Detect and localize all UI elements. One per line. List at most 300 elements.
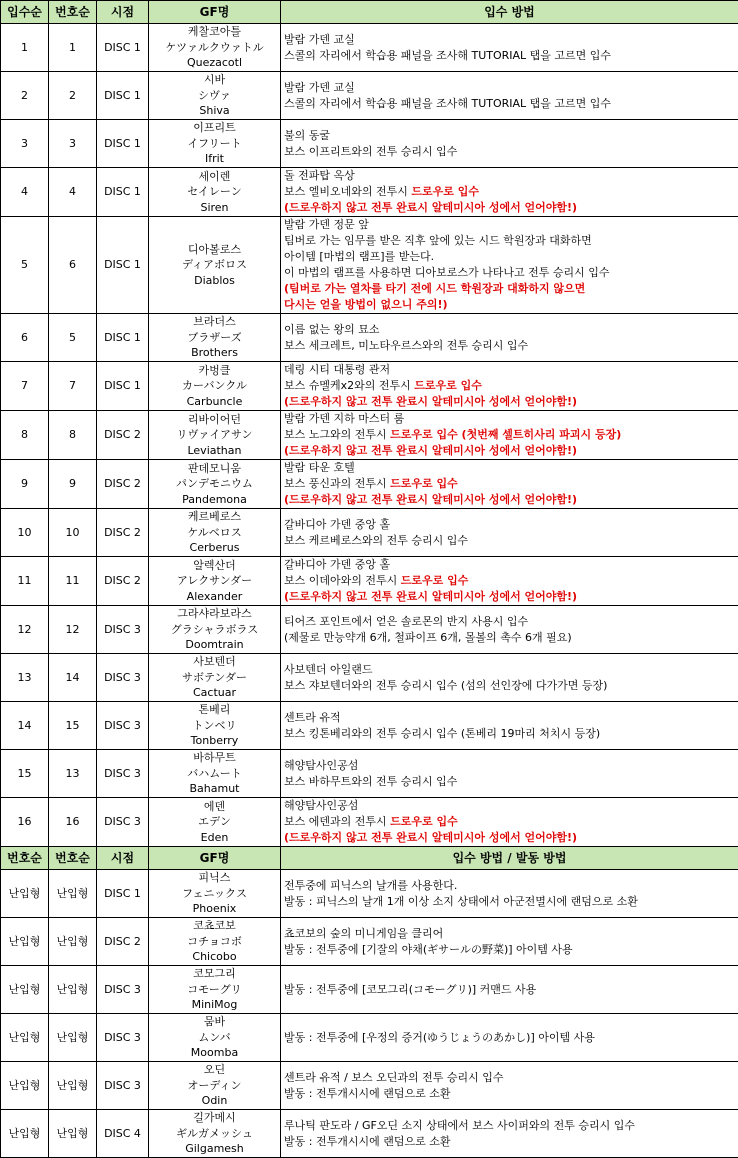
method-highlight: (드로우하지 않고 전투 완료시 알테미시아 성에서 얻어야함!) — [284, 493, 577, 506]
method-cell — [281, 870, 738, 918]
table-row — [1, 1110, 738, 1158]
method-line — [284, 982, 735, 998]
gf-name-japanese: ディアボロス — [152, 257, 277, 273]
gf-name-cell — [149, 1014, 281, 1062]
method-line — [284, 443, 735, 459]
table-row — [1, 798, 738, 847]
header-method: 입수 방법 — [281, 1, 738, 24]
table-row — [1, 362, 738, 411]
gf-name-cell — [149, 509, 281, 557]
method-line — [284, 217, 735, 233]
acquire-order-cell: 13 — [1, 654, 49, 702]
gf-name-cell — [149, 1110, 281, 1158]
gf-name-korean: 리바이어던 — [152, 412, 277, 428]
method-cell — [281, 509, 738, 557]
gf-name-english: Cerberus — [152, 540, 277, 556]
acquire-order-cell: 2 — [1, 72, 49, 120]
gf-name-korean: 케르베로스 — [152, 509, 277, 525]
disc-cell: DISC 3 — [97, 606, 149, 654]
method-line — [284, 774, 735, 790]
gf-name-english: Carbuncle — [152, 394, 277, 410]
table-row — [1, 168, 738, 217]
disc-cell: DISC 1 — [97, 24, 149, 72]
method-text: 팀버로 가는 임무를 받은 직후 앞에 있는 시드 학원장과 대화하면 — [284, 234, 592, 247]
gf-name-japanese: セイレーン — [152, 184, 277, 200]
gf-name-japanese: ケツァルクウァトル — [152, 40, 277, 56]
table-row — [1, 509, 738, 557]
gf-name-english: Gilgamesh — [152, 1141, 277, 1157]
method-text: 발동 : 전투개시시에 랜덤으로 소환 — [284, 1087, 450, 1100]
number-order-cell: 6 — [49, 217, 97, 314]
disc-cell: DISC 3 — [97, 750, 149, 798]
gf-name-cell — [149, 120, 281, 168]
method-line — [284, 878, 735, 894]
disc-cell: DISC 3 — [97, 1014, 149, 1062]
disc-cell: DISC 1 — [97, 217, 149, 314]
method-line — [284, 265, 735, 281]
disc-cell: DISC 3 — [97, 654, 149, 702]
method-text: 보스 이데아와의 전투시 — [284, 574, 401, 587]
method-text: 사보텐더 아일랜드 — [284, 663, 373, 676]
gf-name-japanese: ケルベロス — [152, 525, 277, 541]
gf-name-english: Alexander — [152, 589, 277, 605]
method-text: 이 마법의 램프를 사용하면 디아보로스가 나타나고 전투 승리시 입수 — [284, 266, 610, 279]
gf-name-japanese: イフリート — [152, 136, 277, 152]
method-line — [284, 517, 735, 533]
gf-name-english: Cactuar — [152, 685, 277, 701]
method-text: 보스 쟈보텐더와의 전투 승리시 입수 (섬의 선인장에 다가가면 등장) — [284, 679, 607, 692]
disc-cell: DISC 1 — [97, 314, 149, 362]
gf-name-cell — [149, 966, 281, 1014]
method-line — [284, 1030, 735, 1046]
method-text: 티어즈 포인트에서 얻은 솔로몬의 반지 사용시 입수 — [284, 615, 528, 628]
method-line — [284, 362, 735, 378]
acquire-order-cell: 16 — [1, 798, 49, 847]
disc-cell: DISC 3 — [97, 798, 149, 847]
gf-name-japanese: トンベリ — [152, 718, 277, 734]
method-line — [284, 80, 735, 96]
header-gf-name: GF명 — [149, 1, 281, 24]
method-cell — [281, 24, 738, 72]
number-order-cell: 5 — [49, 314, 97, 362]
method-line — [284, 758, 735, 774]
gf-name-japanese: ムンバ — [152, 1030, 277, 1046]
gf-name-japanese: カーバンクル — [152, 378, 277, 394]
gf-name-english: Bahamut — [152, 781, 277, 797]
gf-name-cell — [149, 750, 281, 798]
method-line — [284, 830, 735, 846]
gf-name-english: Brothers — [152, 345, 277, 361]
table-row — [1, 654, 738, 702]
method-line — [284, 48, 735, 64]
gf-name-korean: 그라샤라보라스 — [152, 606, 277, 622]
method-text: 쵸코보의 숲의 미니게임을 클리어 — [284, 927, 443, 940]
method-cell — [281, 1014, 738, 1062]
gf-name-cell — [149, 870, 281, 918]
method-line — [284, 200, 735, 216]
gf-name-english: Tonberry — [152, 733, 277, 749]
header2-method: 입수 방법 / 발동 방법 — [281, 847, 738, 870]
gf-name-korean: 알렉산더 — [152, 558, 277, 574]
method-highlight: (드로우하지 않고 전투 완료시 알테미시아 성에서 얻어야함!) — [284, 831, 577, 844]
method-highlight: 드로우로 입수 — [390, 815, 458, 828]
gf-name-japanese: パンデモニウム — [152, 476, 277, 492]
method-highlight: (드로우하지 않고 전투 완료시 알테미시아 성에서 얻어야함!) — [284, 201, 577, 214]
gf-name-english: Ifrit — [152, 151, 277, 167]
gf-name-cell — [149, 411, 281, 460]
number-order-cell: 난입형 — [49, 1110, 97, 1158]
header-row — [1, 1, 738, 24]
method-cell — [281, 168, 738, 217]
disc-cell: DISC 2 — [97, 460, 149, 509]
method-text: 발동 : 전투중에 [코모그리(コモーグリ)] 커맨드 사용 — [284, 983, 536, 996]
gf-name-korean: 코모그리 — [152, 966, 277, 982]
gf-name-korean: 뭄바 — [152, 1014, 277, 1030]
method-line — [284, 1134, 735, 1150]
method-line — [284, 297, 735, 313]
acquire-order-cell: 12 — [1, 606, 49, 654]
disc-cell: DISC 1 — [97, 362, 149, 411]
method-line — [284, 798, 735, 814]
gf-name-english: Doomtrain — [152, 637, 277, 653]
number-order-cell: 14 — [49, 654, 97, 702]
number-order-cell: 난입형 — [49, 966, 97, 1014]
gf-name-korean: 카벙클 — [152, 363, 277, 379]
method-line — [284, 533, 735, 549]
table-row — [1, 918, 738, 966]
method-highlight: 다시는 얻을 방법이 없으니 주의!) — [284, 298, 448, 311]
method-line — [284, 662, 735, 678]
method-text: 발동 : 피닉스의 날개 1개 이상 소지 상태에서 아군전멸시에 랜덤으로 소환 — [284, 895, 638, 908]
method-line — [284, 411, 735, 427]
gf-name-korean: 에덴 — [152, 799, 277, 815]
method-highlight: (드로우하지 않고 전투 완료시 알테미시아 성에서 얻어야함!) — [284, 590, 577, 603]
table-row — [1, 24, 738, 72]
header2-number: 번호순 — [49, 847, 97, 870]
number-order-cell: 7 — [49, 362, 97, 411]
method-line — [284, 1118, 735, 1134]
gf-name-japanese: オーディン — [152, 1078, 277, 1094]
acquire-order-cell: 8 — [1, 411, 49, 460]
method-cell — [281, 411, 738, 460]
gf-name-korean: 브라더스 — [152, 314, 277, 330]
method-text: 보스 노그와의 전투시 — [284, 428, 390, 441]
gf-name-english: Shiva — [152, 103, 277, 119]
gf-name-korean: 시바 — [152, 72, 277, 88]
method-text: 해양탐사인공섬 — [284, 799, 358, 812]
disc-cell: DISC 3 — [97, 966, 149, 1014]
table-row — [1, 966, 738, 1014]
method-text: 돌 전파탑 옥상 — [284, 169, 355, 182]
gf-name-cell — [149, 702, 281, 750]
disc-cell: DISC 2 — [97, 411, 149, 460]
gf-name-japanese: リヴァイアサン — [152, 427, 277, 443]
gf-name-korean: 코쵸코보 — [152, 918, 277, 934]
method-line — [284, 96, 735, 112]
gf-name-japanese: ブラザーズ — [152, 330, 277, 346]
gf-name-korean: 바하무트 — [152, 750, 277, 766]
gf-name-japanese: ギルガメッシュ — [152, 1126, 277, 1142]
gf-name-japanese: フェニックス — [152, 886, 277, 902]
method-highlight: (드로우하지 않고 전투 완료시 알테미시아 성에서 얻어야함!) — [284, 444, 577, 457]
gf-name-japanese: アレクサンダー — [152, 573, 277, 589]
gf-name-japanese: エデン — [152, 814, 277, 830]
method-line — [284, 128, 735, 144]
method-text: 발동 : 전투중에 [기잘의 야채(ギサールの野菜)] 아이템 사용 — [284, 943, 573, 956]
table-row — [1, 411, 738, 460]
gf-name-japanese: グラシャラボラス — [152, 622, 277, 638]
method-cell — [281, 1110, 738, 1158]
gf-name-cell — [149, 1062, 281, 1110]
method-line — [284, 589, 735, 605]
gf-name-cell — [149, 798, 281, 847]
number-order-cell: 2 — [49, 72, 97, 120]
method-text: 발동 : 전투중에 [우정의 증거(ゆうじょうのあかし)] 아이템 사용 — [284, 1031, 595, 1044]
acquire-order-cell: 4 — [1, 168, 49, 217]
method-text: 발람 가덴 지하 마스터 룸 — [284, 412, 404, 425]
gf-name-korean: 세이렌 — [152, 169, 277, 185]
acquire-order-cell: 난입형 — [1, 1110, 49, 1158]
method-cell — [281, 606, 738, 654]
disc-cell: DISC 1 — [97, 72, 149, 120]
method-line — [284, 184, 735, 200]
table-row — [1, 606, 738, 654]
gf-name-english: Pandemona — [152, 492, 277, 508]
gf-name-english: Odin — [152, 1093, 277, 1109]
number-order-cell: 난입형 — [49, 1062, 97, 1110]
acquire-order-cell: 난입형 — [1, 1014, 49, 1062]
table-row — [1, 750, 738, 798]
header2-timing: 시점 — [97, 847, 149, 870]
method-text: 전투중에 피닉스의 날개를 사용한다. — [284, 879, 457, 892]
method-text: 센트라 유적 / 보스 오딘과의 전투 승리시 입수 — [284, 1071, 503, 1084]
acquire-order-cell: 15 — [1, 750, 49, 798]
gf-name-english: MiniMog — [152, 997, 277, 1013]
gf-name-korean: 피닉스 — [152, 870, 277, 886]
method-cell — [281, 918, 738, 966]
number-order-cell: 12 — [49, 606, 97, 654]
method-line — [284, 394, 735, 410]
table-row — [1, 1014, 738, 1062]
method-text: 발람 타운 호텔 — [284, 461, 355, 474]
method-highlight: 드로우로 입수 (첫번째 셀트히사리 파괴시 등장) — [390, 428, 621, 441]
gf-name-cell — [149, 168, 281, 217]
method-text: 갈바디아 가덴 중앙 홀 — [284, 518, 390, 531]
acquire-order-cell: 난입형 — [1, 870, 49, 918]
gf-name-english: Diablos — [152, 273, 277, 289]
table-row — [1, 460, 738, 509]
method-cell — [281, 966, 738, 1014]
acquire-order-cell: 7 — [1, 362, 49, 411]
number-order-cell: 난입형 — [49, 918, 97, 966]
method-line — [284, 814, 735, 830]
gf-name-cell — [149, 217, 281, 314]
table-row — [1, 120, 738, 168]
method-line — [284, 338, 735, 354]
gf-name-korean: 디아볼로스 — [152, 242, 277, 258]
method-line — [284, 557, 735, 573]
method-line — [284, 1070, 735, 1086]
table-row — [1, 314, 738, 362]
acquire-order-cell: 11 — [1, 557, 49, 606]
gf-name-japanese: バハムート — [152, 766, 277, 782]
gf-name-english: Phoenix — [152, 901, 277, 917]
number-order-cell: 10 — [49, 509, 97, 557]
gf-name-korean: 이프리트 — [152, 120, 277, 136]
method-text: 보스 풍신과의 전투시 — [284, 477, 390, 490]
gf-name-english: Moomba — [152, 1045, 277, 1061]
gf-name-japanese: サボテンダー — [152, 670, 277, 686]
table-row — [1, 870, 738, 918]
acquire-order-cell: 난입형 — [1, 1062, 49, 1110]
method-highlight: 드로우로 입수 — [401, 574, 469, 587]
method-line — [284, 322, 735, 338]
disc-cell: DISC 2 — [97, 557, 149, 606]
method-highlight: (드로우하지 않고 전투 완료시 알테미시아 성에서 얻어야함!) — [284, 395, 577, 408]
header2-gf-name: GF명 — [149, 847, 281, 870]
gf-name-english: Siren — [152, 200, 277, 216]
method-cell — [281, 217, 738, 314]
method-text: 보스 에덴과의 전투시 — [284, 815, 390, 828]
method-line — [284, 32, 735, 48]
disc-cell: DISC 2 — [97, 918, 149, 966]
method-text: 발람 가덴 교실 — [284, 33, 355, 46]
number-order-cell: 11 — [49, 557, 97, 606]
method-cell — [281, 557, 738, 606]
acquire-order-cell: 난입형 — [1, 966, 49, 1014]
method-line — [284, 926, 735, 942]
method-text: 보스 바하무트와의 전투 승리시 입수 — [284, 775, 457, 788]
disc-cell: DISC 2 — [97, 509, 149, 557]
method-text: 센트라 유적 — [284, 711, 341, 724]
gf-name-english: Quezacotl — [152, 55, 277, 71]
gf-name-cell — [149, 557, 281, 606]
method-line — [284, 233, 735, 249]
gf-name-cell — [149, 918, 281, 966]
gf-name-korean: 사보텐더 — [152, 654, 277, 670]
method-text: 갈바디아 가덴 중앙 홀 — [284, 558, 390, 571]
gf-name-korean: 판데모니움 — [152, 461, 277, 477]
acquire-order-cell: 14 — [1, 702, 49, 750]
gf-name-japanese: コチョコボ — [152, 934, 277, 950]
method-cell — [281, 72, 738, 120]
gf-name-korean: 오딘 — [152, 1062, 277, 1078]
header-number-order: 번호순 — [49, 1, 97, 24]
gf-name-english: Eden — [152, 830, 277, 846]
acquire-order-cell: 3 — [1, 120, 49, 168]
number-order-cell: 3 — [49, 120, 97, 168]
method-line — [284, 573, 735, 589]
acquire-order-cell: 난입형 — [1, 918, 49, 966]
method-text: 해양탐사인공섬 — [284, 759, 358, 772]
method-text: 발동 : 전투개시시에 랜덤으로 소환 — [284, 1135, 450, 1148]
method-line — [284, 144, 735, 160]
method-text: 데링 시티 대통령 관저 — [284, 363, 390, 376]
method-line — [284, 476, 735, 492]
method-line — [284, 630, 735, 646]
disc-cell: DISC 3 — [97, 1062, 149, 1110]
gf-name-english: Chicobo — [152, 949, 277, 965]
gf-name-cell — [149, 606, 281, 654]
method-line — [284, 614, 735, 630]
method-highlight: (팀버로 가는 열차를 타기 전에 시드 학원장과 대화하지 않으면 — [284, 282, 585, 295]
method-line — [284, 1086, 735, 1102]
header-timing: 시점 — [97, 1, 149, 24]
gf-name-cell — [149, 314, 281, 362]
acquire-order-cell: 1 — [1, 24, 49, 72]
method-cell — [281, 460, 738, 509]
header-row-2 — [1, 847, 738, 870]
disc-cell: DISC 3 — [97, 702, 149, 750]
method-text: 이름 없는 왕의 묘소 — [284, 323, 380, 336]
gf-name-korean: 톤베리 — [152, 702, 277, 718]
number-order-cell: 난입형 — [49, 1014, 97, 1062]
disc-cell: DISC 1 — [97, 120, 149, 168]
method-cell — [281, 654, 738, 702]
number-order-cell: 8 — [49, 411, 97, 460]
method-line — [284, 427, 735, 443]
method-line — [284, 710, 735, 726]
method-cell — [281, 362, 738, 411]
method-text: 발람 가덴 정문 앞 — [284, 218, 369, 231]
method-cell — [281, 702, 738, 750]
method-text: 아이템 [마법의 램프]를 받는다. — [284, 250, 434, 263]
header2-order: 번호순 — [1, 847, 49, 870]
gf-name-korean: 케찰코아틀 — [152, 24, 277, 40]
table-row — [1, 72, 738, 120]
gf-name-cell — [149, 362, 281, 411]
acquire-order-cell: 5 — [1, 217, 49, 314]
method-text: 보스 케르베로스와의 전투 승리시 입수 — [284, 534, 468, 547]
disc-cell: DISC 1 — [97, 870, 149, 918]
gf-name-cell — [149, 24, 281, 72]
table-row — [1, 702, 738, 750]
table-row — [1, 557, 738, 606]
gf-name-cell — [149, 460, 281, 509]
method-cell — [281, 120, 738, 168]
gf-name-japanese: コモーグリ — [152, 982, 277, 998]
gf-name-japanese: シヴァ — [152, 88, 277, 104]
acquire-order-cell: 6 — [1, 314, 49, 362]
number-order-cell: 1 — [49, 24, 97, 72]
method-text: 보스 킹톤베리와의 전투 승리시 입수 (톤베리 19마리 처치시 등장) — [284, 727, 600, 740]
method-text: 스콜의 자리에서 학습용 패널을 조사해 TUTORIAL 탭을 고르면 입수 — [284, 97, 611, 110]
method-text: 보스 엘비오네와의 전투시 — [284, 185, 411, 198]
method-text: 보스 이프리트와의 전투 승리시 입수 — [284, 145, 457, 158]
method-line — [284, 460, 735, 476]
method-cell — [281, 750, 738, 798]
method-line — [284, 492, 735, 508]
table-row — [1, 217, 738, 314]
acquire-order-cell: 10 — [1, 509, 49, 557]
method-line — [284, 726, 735, 742]
method-line — [284, 942, 735, 958]
method-text: 불의 동굴 — [284, 129, 330, 142]
method-line — [284, 168, 735, 184]
method-text: 루나틱 판도라 / GF오딘 소지 상태에서 보스 사이퍼와의 전투 승리시 입수 — [284, 1119, 635, 1132]
disc-cell: DISC 1 — [97, 168, 149, 217]
gf-name-english: Leviathan — [152, 443, 277, 459]
method-line — [284, 249, 735, 265]
method-text: 발람 가덴 교실 — [284, 81, 355, 94]
method-highlight: 드로우로 입수 — [411, 185, 479, 198]
method-text: (제물로 만능약개 6개, 철파이프 6개, 몰볼의 촉수 6개 필요) — [284, 631, 572, 644]
number-order-cell: 13 — [49, 750, 97, 798]
number-order-cell: 4 — [49, 168, 97, 217]
disc-cell: DISC 4 — [97, 1110, 149, 1158]
acquire-order-cell: 9 — [1, 460, 49, 509]
method-text: 보스 세크레트, 미노타우르스와의 전투 승리시 입수 — [284, 339, 528, 352]
